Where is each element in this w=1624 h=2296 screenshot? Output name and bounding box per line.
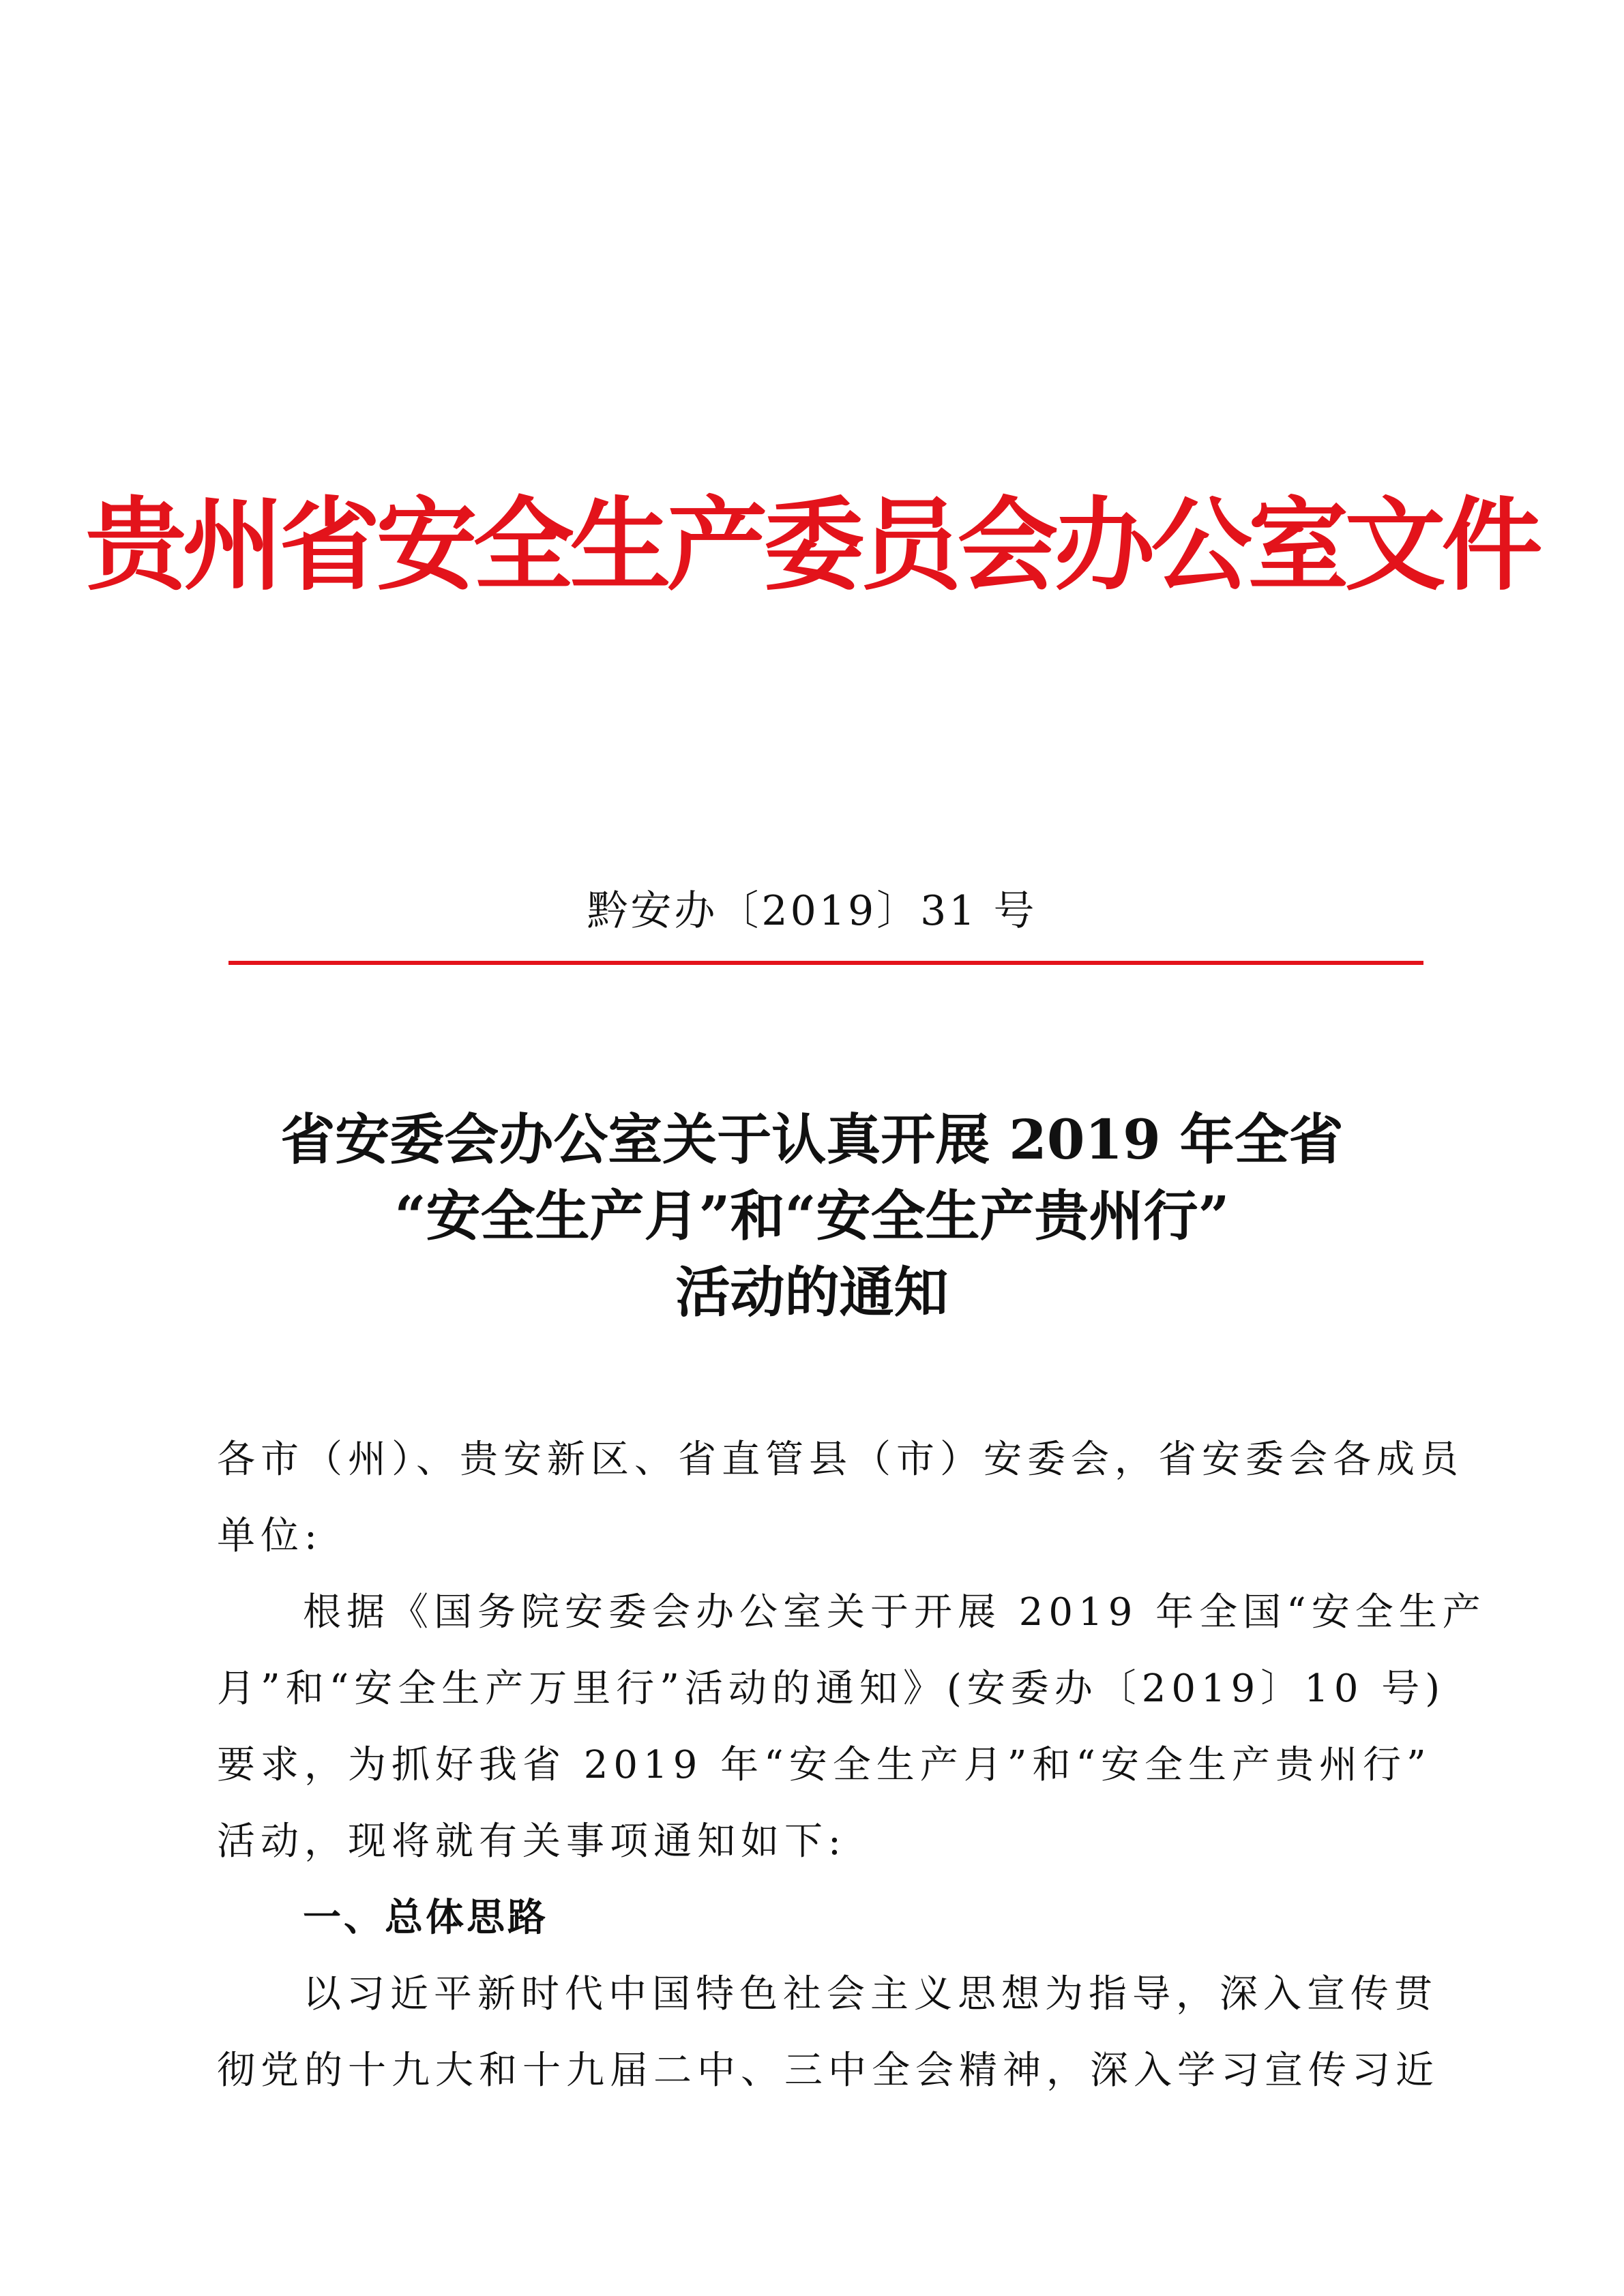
notice-title-line: “安全生产月”和“安全生产贵州行” (394, 1184, 1230, 1248)
notice-title-line: 活动的通知 (675, 1260, 949, 1324)
body-paragraph-line: 根据《国务院安委会办公室关于开展 2019 年全国“安全生产 (303, 1590, 1486, 1635)
document-number: 黔安办〔2019〕31 号 (587, 887, 1037, 935)
body-paragraph-line: 月”和“安全生产万里行”活动的通知》(安委办〔2019〕10 号) (217, 1667, 1446, 1711)
section-heading: 一、总体思路 (303, 1896, 548, 1940)
notice-body (217, 1422, 1486, 2109)
notice-title (0, 1101, 1624, 1330)
section-paragraph-line: 以习近平新时代中国特色社会主义思想为指导，深入宣传贯 (303, 1972, 1438, 2016)
addressee-line: 单位: (217, 1514, 323, 1558)
red-divider-line (228, 961, 1423, 965)
notice-title-line: 省安委会办公室关于认真开展 2019 年全省 (280, 1107, 1344, 1172)
body-paragraph-line: 活动，现将就有关事项通知如下: (217, 1819, 846, 1864)
section-paragraph-line: 彻党的十九大和十九届二中、三中全会精神，深入学习宣传习近 (217, 2048, 1439, 2093)
addressee-line: 各市（州）、贵安新区、省直管县（市）安委会，省安委会各成员 (217, 1437, 1464, 1482)
body-paragraph-line: 要求，为抓好我省 2019 年“安全生产月”和“安全生产贵州行” (217, 1743, 1432, 1787)
document-header-title: 贵州省安全生产委员会办公室文件 (85, 487, 1539, 604)
